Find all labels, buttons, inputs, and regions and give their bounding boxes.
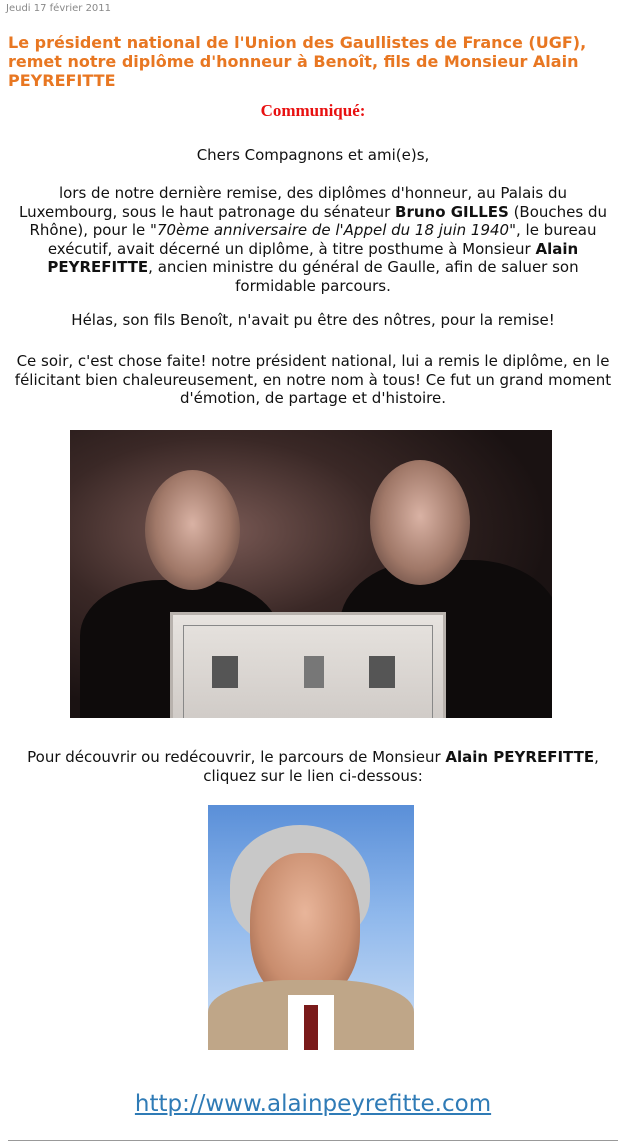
bottom-divider: [8, 1140, 618, 1141]
peyrefitte-name-2: Alain PEYREFITTE: [445, 748, 595, 766]
p1-text-e: , le bureau exécutif, avait décerné un diplôme, à titre posthume à Monsieur: [47, 221, 597, 258]
paragraph-ceremony: [8, 184, 618, 295]
p1-text-c: (Bouches du Rhône), pour le: [29, 202, 608, 239]
anniversary-title: "70ème anniversaire de l'Appel du 18 juin 1940": [150, 221, 516, 239]
p4-text-a: Pour découvrir ou redécouvrir, le parcours de Monsieur: [27, 748, 446, 766]
peyrefitte-website-link[interactable]: http://www.alainpeyrefitte.com: [134, 1091, 492, 1117]
senator-name: Bruno GILLES: [395, 202, 509, 221]
communique-heading: Communiqué:: [260, 101, 366, 120]
paragraph-absence: Hélas, son fils Benoît, n'avait pu être des nôtres, pour la remise!: [71, 311, 555, 329]
paragraph-discover: [8, 748, 618, 785]
p4-text-c: , cliquez sur le lien ci-dessous:: [203, 748, 599, 785]
greeting-paragraph: Chers Compagnons et ami(e)s,: [196, 146, 430, 164]
paragraph-tonight: Ce soir, c'est chose faite! notre président national, lui a remis le diplôme, en le félicitant bien chaleureusement, en notre nom à tous! Ce fut un grand moment d'émotion, de partage et d'histoire.: [14, 352, 612, 407]
peyrefitte-name: Alain PEYREFITTE: [47, 239, 579, 276]
p1-text-a: lors de notre dernière remise, des diplômes d'honneur, au Palais du Luxembourg, sous le haut patronage du sénateur: [18, 184, 568, 221]
peyrefitte-portrait[interactable]: [208, 805, 414, 1050]
post-title: Le président national de l'Union des Gaullistes de France (UGF), remet notre diplôme d'honneur à Benoît, fils de Monsieur Alain PEYREFITTE: [8, 33, 587, 90]
diploma-ceremony-photo: [70, 430, 552, 718]
p1-text-g: , ancien ministre du général de Gaulle, afin de saluer son formidable parcours.: [148, 258, 579, 295]
post-date: Jeudi 17 février 2011: [6, 3, 112, 14]
